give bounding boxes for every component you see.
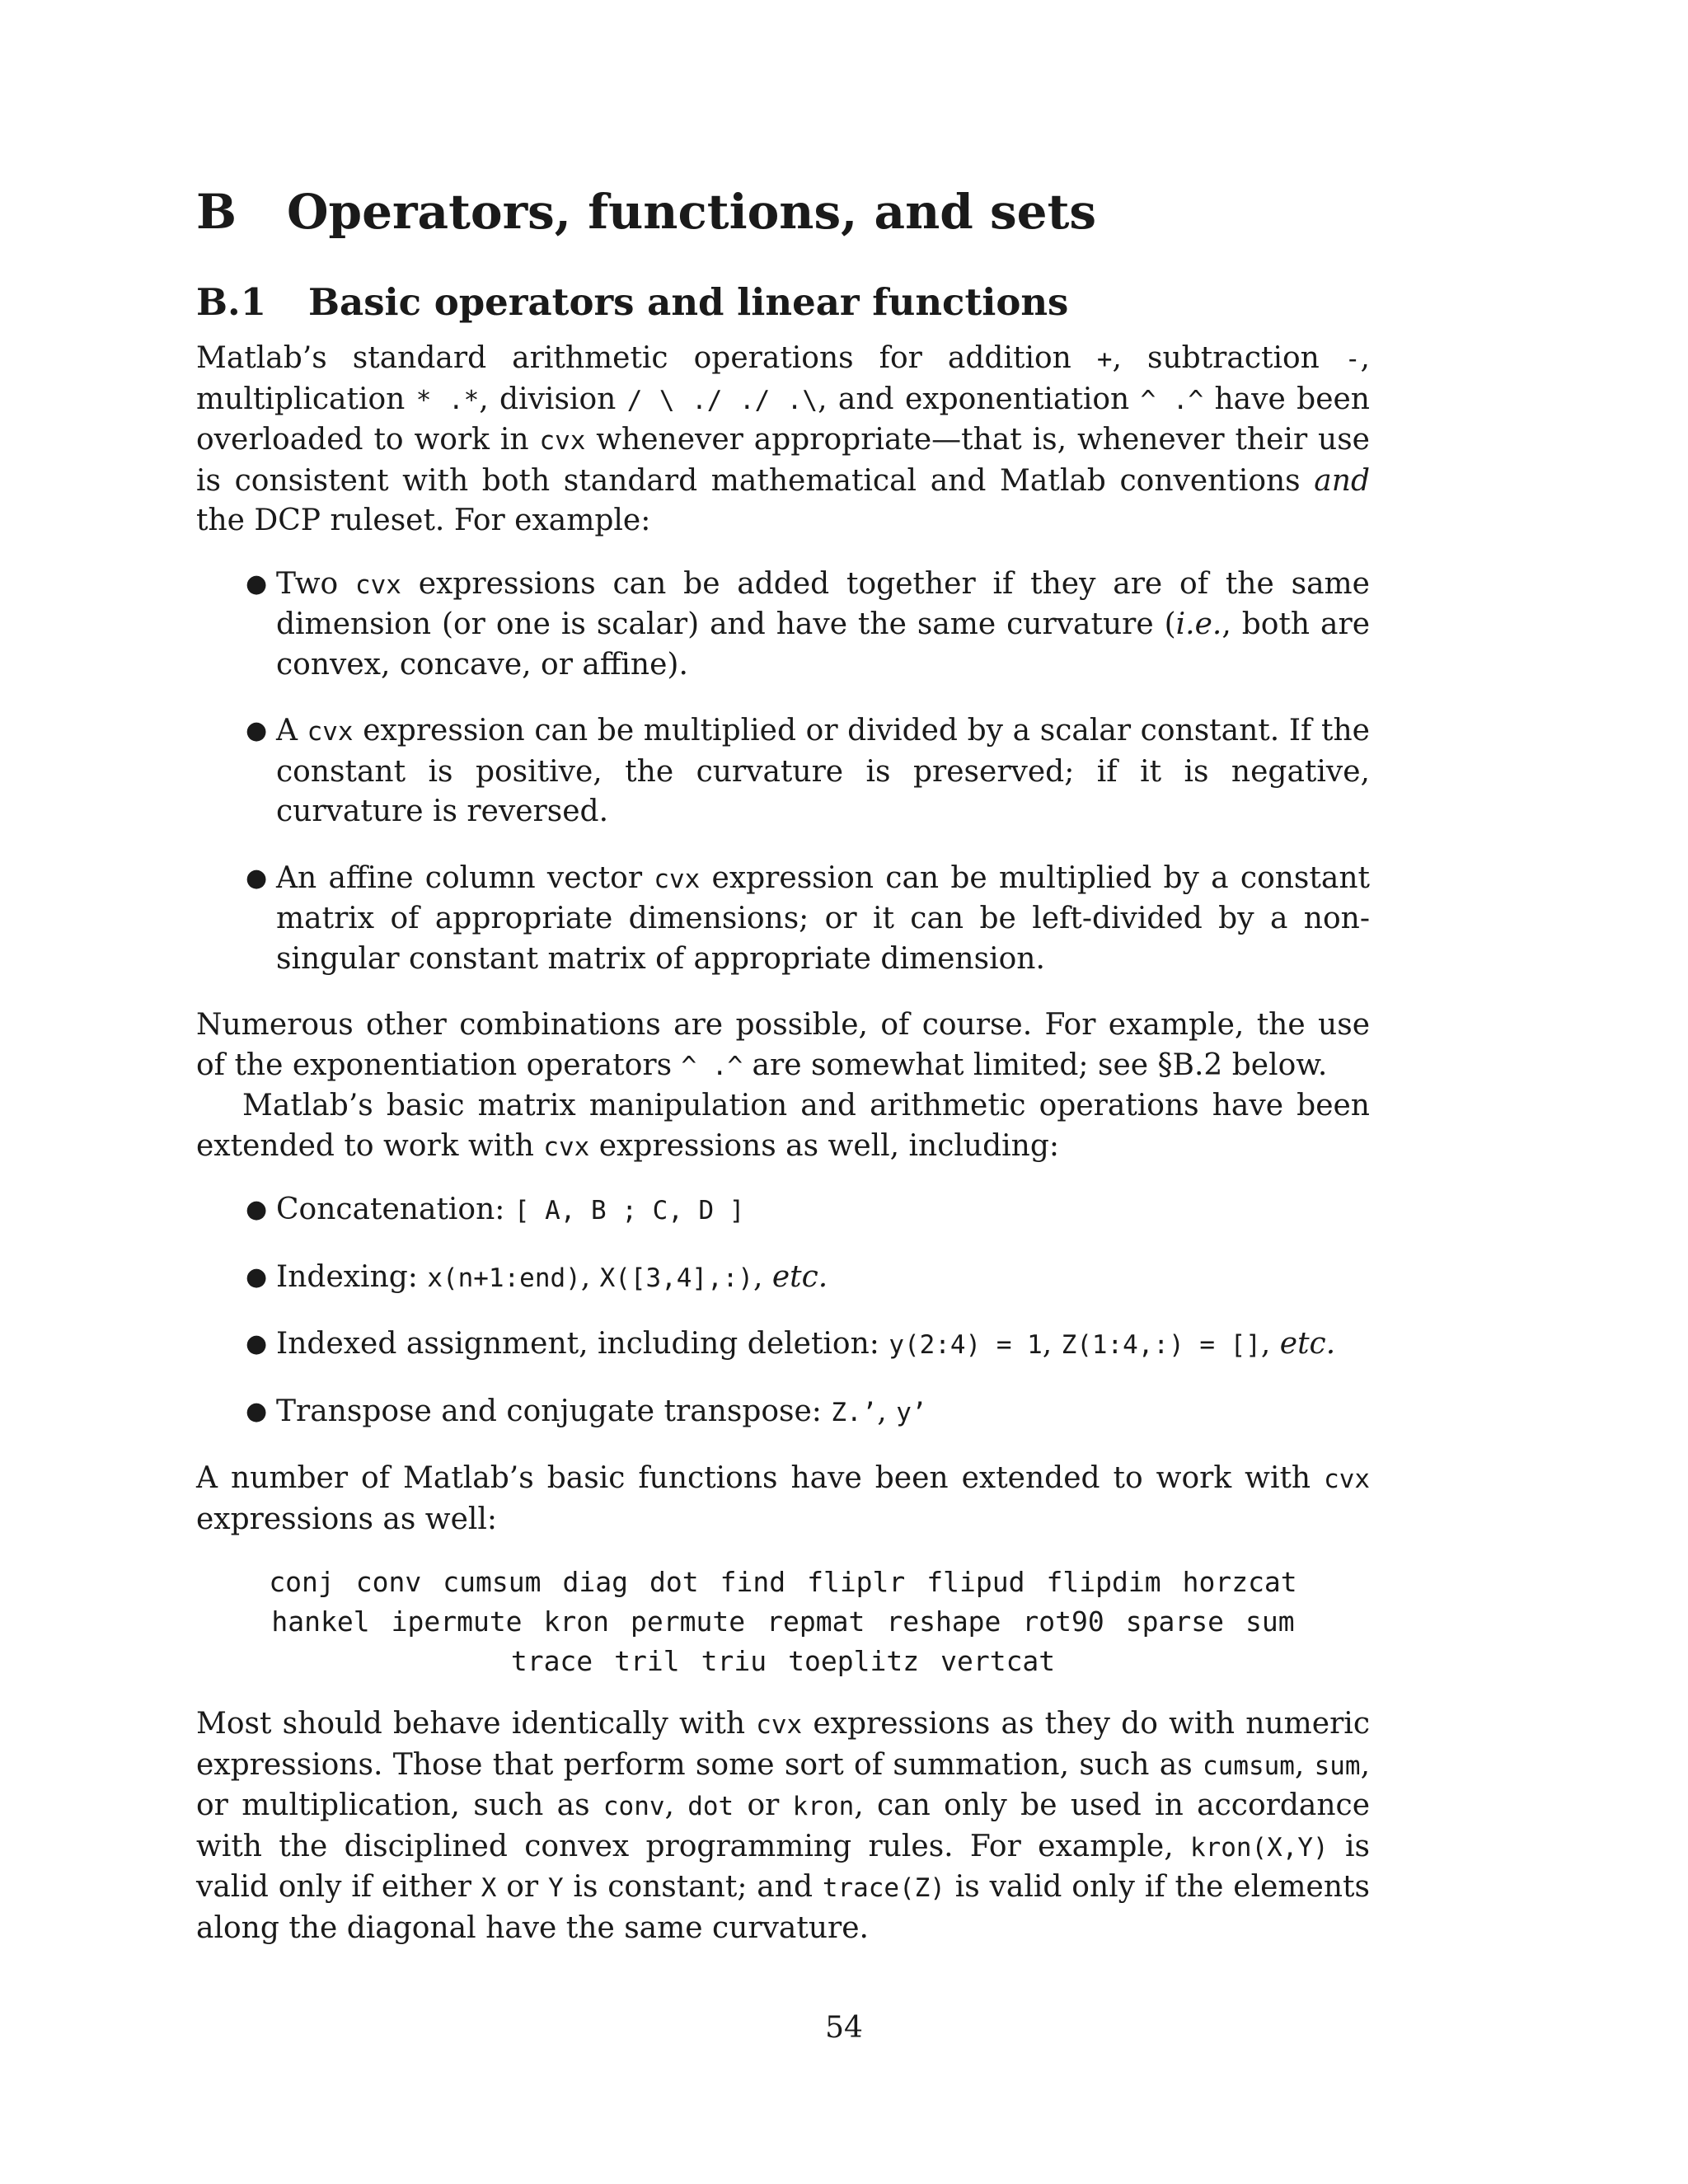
bullet-icon: ● [246, 1396, 268, 1426]
function-name: cumsum [443, 1566, 542, 1598]
bullet-list-examples [196, 565, 1370, 980]
function-name: vertcat [940, 1645, 1056, 1677]
section-title: Basic operators and linear functions [308, 280, 1069, 324]
page-content [196, 184, 1371, 1948]
code-multiply: * .* [415, 385, 480, 415]
code-plus: + [1096, 344, 1113, 374]
chapter-heading [196, 184, 1370, 240]
function-name: permute [631, 1605, 746, 1638]
code-cvx: cvx [539, 426, 586, 456]
list-item: ● A cvx expression can be multiplied or divided by a scalar constant. If the constant is positive, the curvature is preserved; if it is negative, curvature is reversed. [196, 711, 1370, 832]
function-name: repmat [767, 1605, 865, 1638]
paragraph-overloaded-operators: Matlab’s standard arithmetic operations for addition +, subtraction -, multiplication * .*, division / \ ./ ./ .\, and exponentiation ^ .^ have been overloaded to work in cvx whenever appropriate—that is, whenever their use is consistent with both standard mathematical and Matlab conventions and the DCP ruleset. For example: [196, 341, 1370, 537]
function-name: trace [510, 1645, 593, 1677]
code-power: ^ .^ [1140, 385, 1204, 415]
code-divide: / \ ./ ./ .\ [626, 385, 818, 415]
function-name: horzcat [1182, 1566, 1297, 1598]
page-number: 54 [825, 2011, 863, 2045]
function-name: dot [649, 1566, 699, 1598]
bullet-list-matrix-ops [196, 1190, 1370, 1432]
function-name: triu [701, 1645, 767, 1677]
function-name: flipud [926, 1566, 1025, 1598]
section-number: B.1 [196, 280, 267, 324]
function-name: conj [269, 1566, 335, 1598]
function-name: kron [543, 1605, 610, 1638]
list-item: ● Indexing: x(n+1:end), X([3,4],:), etc. [196, 1258, 1370, 1299]
paragraph-summation-rules: Most should behave identically with cvx expressions as they do with numeric expressions. Those that perform some sort of summation, such as cumsum, sum, or multiplication, such as conv, dot or kron, can only be used in accordance with the disciplined convex programming rules. For example, kron(X,Y) is valid only if either X or Y is constant; and trace(Z) is valid only if the elements along the diagonal have the same curvature. [196, 1707, 1371, 1945]
function-name: reshape [886, 1605, 1001, 1638]
chapter-title: Operators, functions, and sets [287, 184, 1097, 240]
list-item: ● Two cvx expressions can be added together if they are of the same dimension (or one is scalar) and have the same curvature (i.e., both are convex, concave, or affine). [196, 565, 1370, 686]
list-item: ● An affine column vector cvx expression can be multiplied by a constant matrix of appropriate dimensions; or it can be left-divided by a non-singular constant matrix of appropriate dimension. [196, 859, 1370, 980]
function-name: find [720, 1566, 786, 1598]
function-row-2 [196, 1602, 1370, 1642]
bullet-icon: ● [246, 1262, 268, 1291]
function-name: rot90 [1022, 1605, 1104, 1638]
function-name: ipermute [391, 1605, 523, 1638]
function-list [196, 1563, 1370, 1681]
code-minus: - [1344, 344, 1361, 374]
bullet-icon: ● [246, 716, 268, 745]
function-name: flipdim [1046, 1566, 1161, 1598]
bullet-icon: ● [246, 863, 268, 893]
list-item: ● Concatenation: [ A, B ; C, D ] [196, 1190, 1370, 1231]
function-row-3 [196, 1642, 1370, 1681]
function-row-1 [196, 1563, 1370, 1602]
function-name: toeplitz [788, 1645, 920, 1677]
function-name: conv [355, 1566, 422, 1598]
paragraph-matrix-manipulation: Matlab’s basic matrix manipulation and arithmetic operations have been extended to work with cvx expressions as well, including: [196, 1089, 1370, 1163]
section-heading [196, 280, 1370, 324]
function-name: fliplr [807, 1566, 906, 1598]
function-name: diag [562, 1566, 628, 1598]
bullet-icon: ● [246, 569, 268, 598]
paragraph-basic-functions: A number of Matlab’s basic functions have been extended to work with cvx expressions as well: [196, 1461, 1370, 1536]
function-name: hankel [271, 1605, 370, 1638]
list-item: ● Transpose and conjugate transpose: Z.’, y’ [196, 1392, 1370, 1433]
bullet-icon: ● [246, 1329, 268, 1358]
chapter-number: B [196, 184, 237, 240]
paragraph-other-combinations: Numerous other combinations are possible, of course. For example, the use of the exponentiation operators ^ .^ are somewhat limited; see §B.2 below. [196, 1008, 1370, 1082]
bullet-icon: ● [246, 1195, 268, 1224]
list-item: ● Indexed assignment, including deletion: y(2:4) = 1, Z(1:4,:) = [], etc. [196, 1324, 1370, 1366]
function-name: tril [614, 1645, 680, 1677]
function-name: sparse [1125, 1605, 1224, 1638]
function-name: sum [1245, 1605, 1295, 1638]
